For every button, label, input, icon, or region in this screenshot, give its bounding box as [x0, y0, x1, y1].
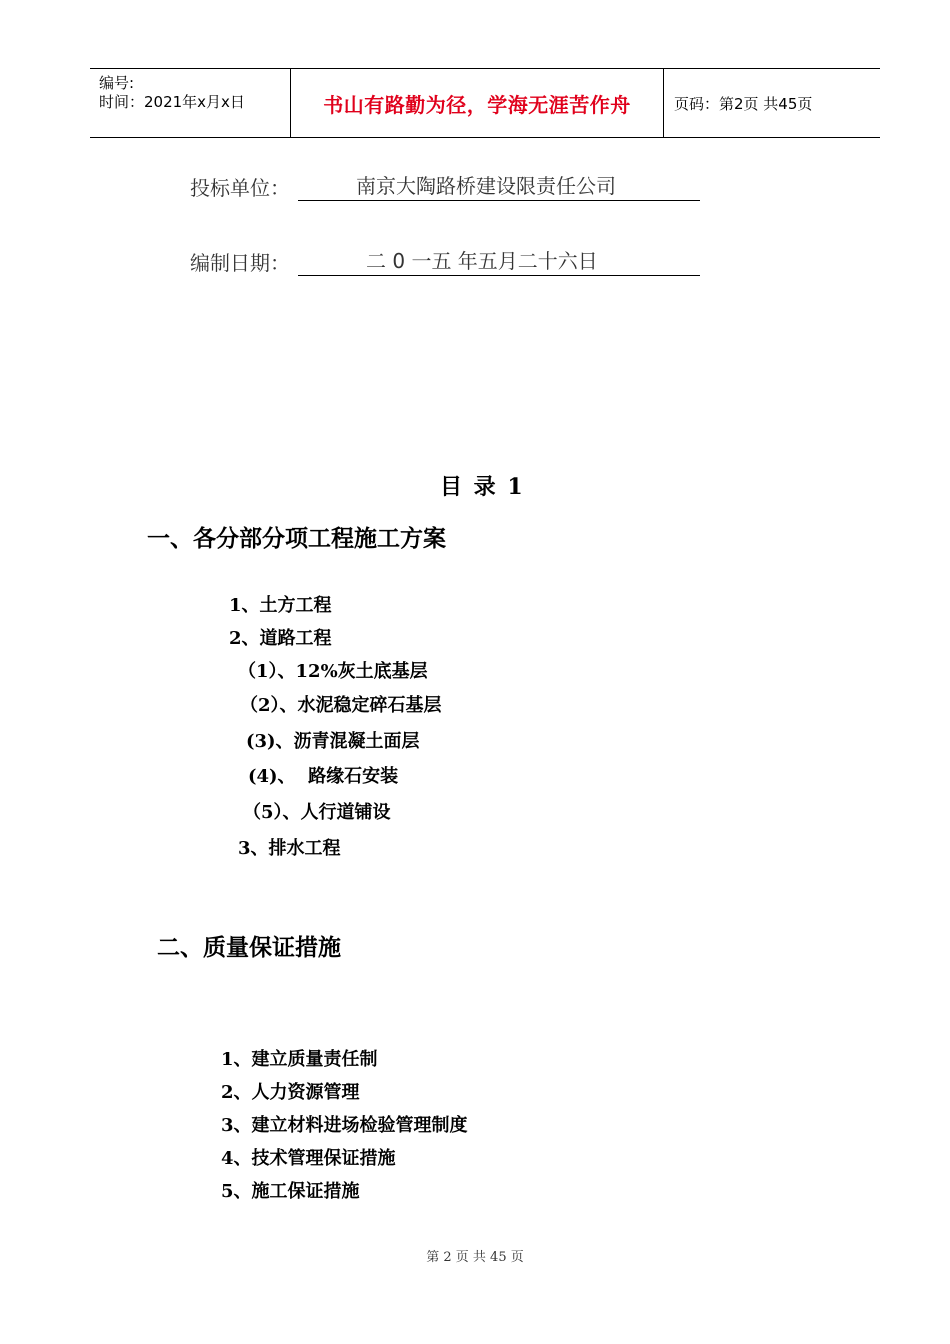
page-header — [90, 68, 880, 138]
header-page-info: 页码：第2页 共45页 — [674, 94, 813, 113]
header-time-label: 时间：2021年x月x日 — [99, 93, 245, 111]
toc-section-2-title: 二、质量保证措施 — [157, 935, 341, 961]
bid-unit-label: 投标单位： — [190, 176, 290, 200]
header-motto: 书山有路勤为径，学海无涯苦作舟 — [323, 92, 631, 117]
toc-item: 2、人力资源管理 — [221, 1082, 360, 1103]
toc-item: (3)、沥青混凝土面层 — [246, 731, 420, 752]
toc-item: 3、排水工程 — [238, 838, 341, 859]
compile-date-label: 编制日期： — [190, 251, 290, 275]
toc-section-1-title: 一、各分部分项工程施工方案 — [147, 526, 446, 552]
toc-item: （1）、12%灰土底基层 — [238, 661, 428, 682]
page-footer: 第 2 页 共 45 页 — [426, 1250, 524, 1265]
toc-item: 2、道路工程 — [229, 628, 332, 649]
toc-item: （5）、人行道铺设 — [243, 802, 391, 823]
toc-item: 1、土方工程 — [229, 595, 332, 616]
toc-title: 目 录 1 — [440, 474, 525, 500]
header-motto-cell — [291, 69, 664, 137]
toc-item: 1、建立质量责任制 — [221, 1049, 378, 1070]
compile-date-row — [190, 245, 700, 276]
bid-unit-row — [190, 170, 700, 201]
toc-item: 3、建立材料进场检验管理制度 — [221, 1115, 468, 1136]
header-number-label: 编号: — [99, 74, 135, 92]
toc-item: 5、施工保证措施 — [221, 1181, 360, 1202]
toc-item: （2）、水泥稳定碎石基层 — [240, 695, 442, 716]
header-page-cell — [664, 69, 880, 137]
bid-unit-value: 南京大陶路桥建设限责任公司 — [298, 170, 700, 201]
compile-date-value: 二 0 一五 年五月二十六日 — [298, 245, 700, 276]
toc-item: (4)、 路缘石安装 — [248, 766, 399, 787]
header-meta-cell — [90, 69, 291, 137]
toc-item: 4、技术管理保证措施 — [221, 1148, 396, 1169]
